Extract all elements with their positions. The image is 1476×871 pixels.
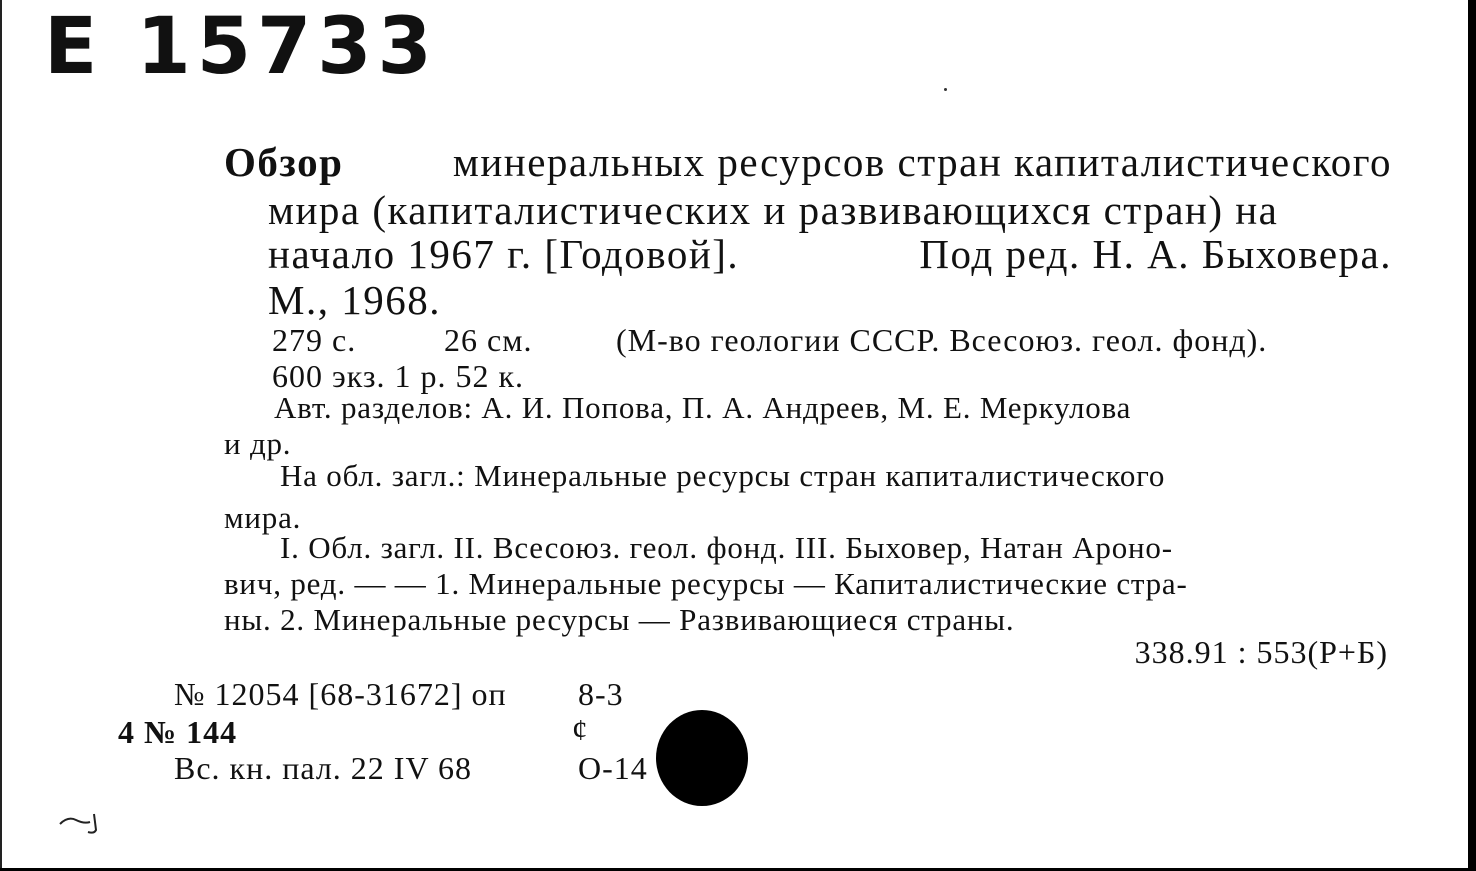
authors-line-2: и др.	[224, 426, 292, 461]
classification-index: 338.91 : 553(Р+Б)	[1134, 634, 1388, 670]
title-line-3-part-a: начало 1967 г. [Годовой].	[268, 231, 740, 277]
title-line-3-part-b: Под ред. Н. А. Быховера.	[919, 231, 1392, 277]
imprint: М., 1968.	[268, 277, 441, 323]
record-number: № 12054 [68-31672] оп	[174, 676, 507, 712]
collation-pages: 279 с.	[272, 322, 357, 358]
title-line-2: мира (капиталистических и развивающихся стран) на	[268, 187, 1279, 233]
title-line-3	[268, 231, 1392, 277]
card-edge-right	[1468, 0, 1476, 871]
series-note: (М-во геологии СССР. Всесоюз. геол. фонд).	[616, 322, 1268, 358]
card-edge-left	[0, 0, 2, 871]
tracings-line-2: вич, ред. — — 1. Минеральные ресурсы — Капиталистические стра-	[224, 566, 1188, 601]
record-mark: ȼ	[572, 712, 589, 747]
title-line-1	[224, 139, 1392, 185]
authors-line-1: Авт. разделов: А. И. Попова, П. А. Андреев, М. Е. Меркулова	[274, 390, 1132, 425]
tracings-line-1: I. Обл. загл. II. Всесоюз. геол. фонд. III. Быховер, Натан Ароно-	[280, 530, 1173, 565]
punch-hole	[656, 710, 748, 806]
list-number: 4 № 144	[118, 714, 238, 750]
title-rest: минеральных ресурсов стран капиталистического	[452, 139, 1392, 185]
ink-dot	[944, 88, 947, 91]
cover-title-line-2: мира.	[224, 500, 302, 535]
price-note: 600 экз. 1 р. 52 к.	[272, 358, 525, 394]
record-code-b: О-14	[578, 750, 648, 786]
title-main-word: Обзор	[224, 139, 344, 185]
cover-title-line-1: На обл. загл.: Минеральные ресурсы стран капиталистического	[280, 458, 1166, 493]
pencil-squiggle	[58, 810, 108, 836]
tracings-line-3: ны. 2. Минеральные ресурсы — Развивающиеся страны.	[224, 602, 1015, 637]
accession-number: E 15733	[44, 2, 438, 92]
record-code-a: 8-3	[578, 676, 624, 712]
collation-size: 26 см.	[444, 322, 533, 358]
book-chamber-note: Вс. кн. пал. 22 IV 68	[174, 750, 472, 786]
